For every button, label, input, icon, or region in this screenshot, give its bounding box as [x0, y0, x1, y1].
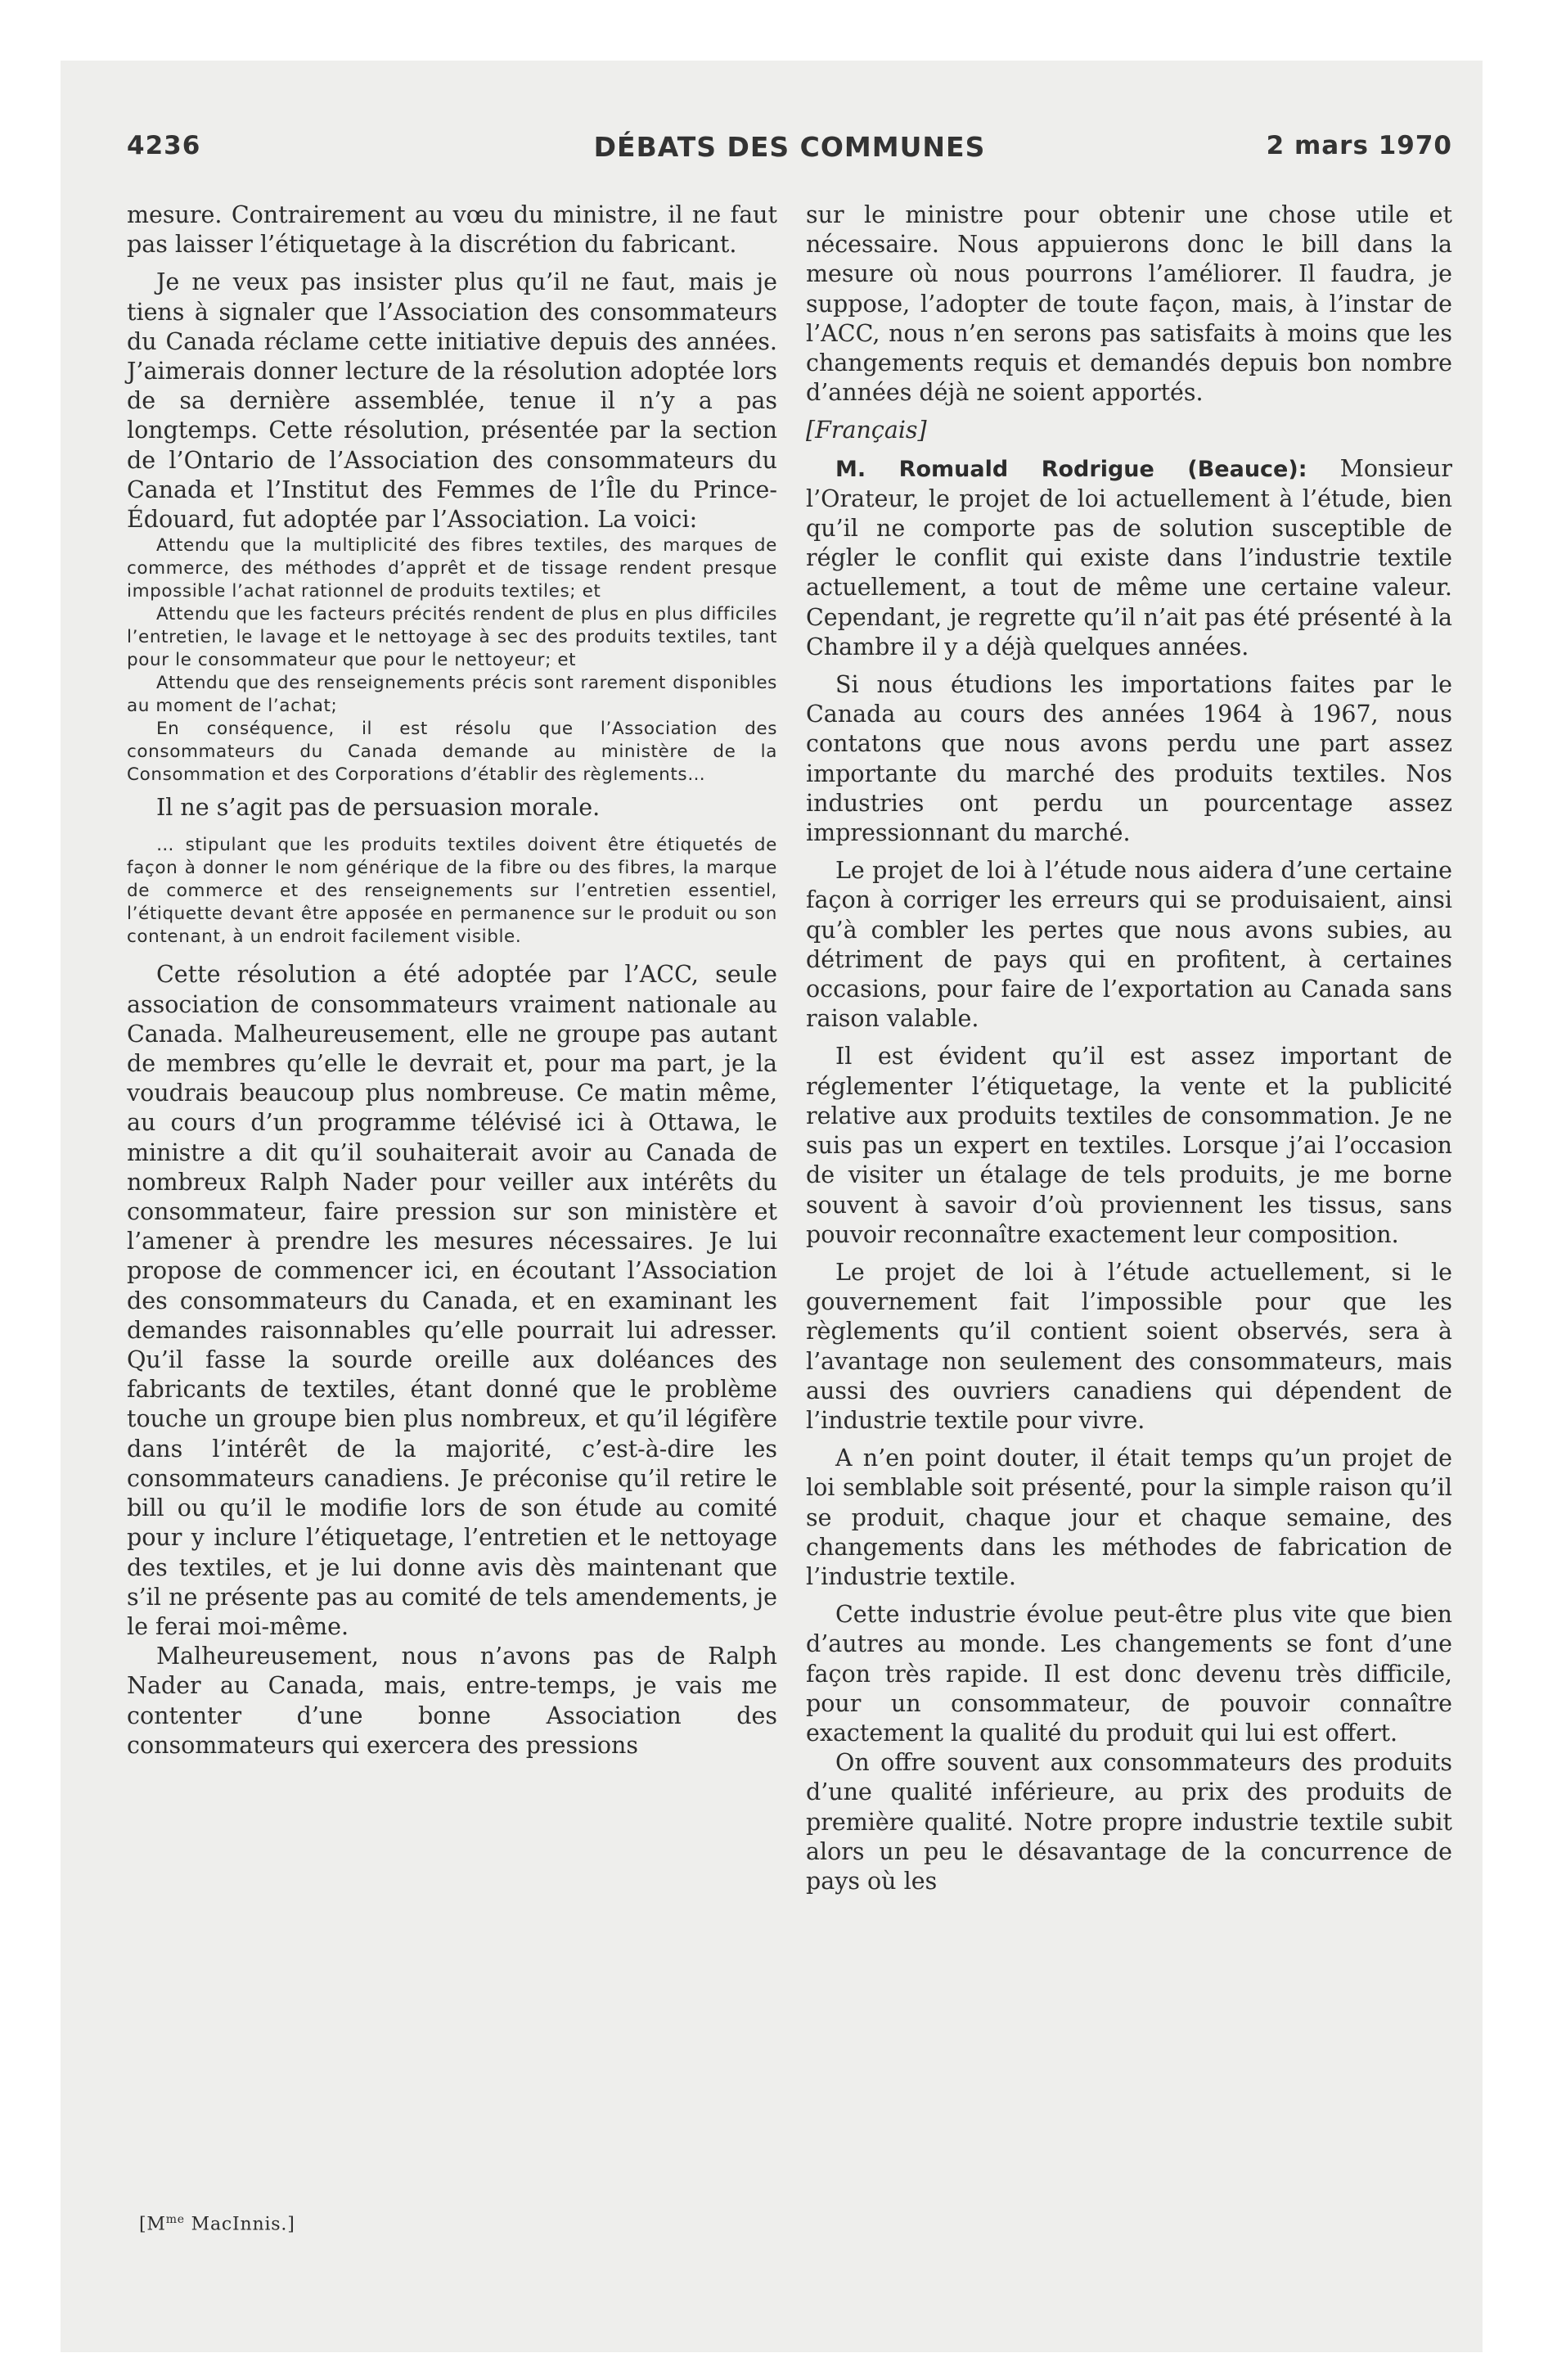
quoted-resolution-continued	[127, 834, 777, 949]
quote-paragraph: Attendu que la multiplicité des fibres textiles, des marques de commerce, des méthodes d’apprêt et de tissage rendent presque impossible l’achat rationnel de produits textiles; et	[127, 535, 777, 602]
paragraph: A n’en point douter, il était temps qu’un projet de loi semblable soit présenté, pour la simple raison qu’il se produit, chaque jour et chaque semaine, des changements dans les méthodes de fabrication de l’industrie textile.	[806, 1445, 1452, 1590]
paragraph: On offre souvent aux consommateurs des produits d’une qualité inférieure, au prix des produits de première qualité. Notre propre industrie textile subit alors un peu le désavantage de la concurrence de pays où les	[806, 1749, 1452, 1895]
quote-paragraph: En conséquence, il est résolu que l’Association des consommateurs du Canada demande au ministère de la Consommation et des Corporations d’établir des règlements…	[127, 719, 777, 786]
paragraph: Il ne s’agit pas de persuasion morale.	[156, 794, 601, 822]
quoted-resolution	[127, 534, 777, 787]
paragraph: Je ne veux pas insister plus qu’il ne faut, mais je tiens à signaler que l’Association des consommateurs du Canada réclame cette initiative depuis des années. J’aimerais donner lecture de la résolution adoptée lors de sa dernière assemblée, tenue il n’y a pas longtemps. Cette résolution, présentée par la section de l’Ontario de l’Association des consommateurs du Canada et l’Institut des Femmes de l’Île du Prince-Édouard, fut adoptée par l’Association. La voici:	[127, 268, 777, 534]
quote-paragraph: Attendu que des renseignements précis sont rarement disponibles au moment de l’achat;	[127, 673, 777, 717]
paragraph: Il est évident qu’il est assez important de réglementer l’étiquetage, la vente et la publicité relative aux produits textiles de consommation. Je ne suis pas un expert en textiles. Lorsque j’ai l’occasion de visiter un étalage de tels produits, je me borne souvent à savoir d’où proviennent les tissus, sans pouvoir reconnaître exactement leur composition.	[806, 1043, 1452, 1248]
paragraph: Malheureusement, nous n’avons pas de Ralph Nader au Canada, mais, entre-temps, je vais me contenter d’une bonne Association des consommateurs qui exercera des pressions	[127, 1643, 777, 1759]
footnote-prefix: [M	[139, 2214, 166, 2235]
paragraph: Le projet de loi à l’étude actuellement, si le gouvernement fait l’impossible pour que les règlements qu’il contient soient observés, sera à l’avantage non seulement des consommateurs, mais aussi des ouvriers canadiens qui dépendent de l’industrie textile pour vivre.	[806, 1258, 1452, 1434]
paragraph: mesure. Contrairement au vœu du ministre, il ne faut pas laisser l’étiquetage à la discrétion du fabricant.	[127, 201, 777, 259]
speaker-text: Monsieur l’Orateur, le projet de loi actuellement à l’étude, bien qu’il ne comporte pas de solution susceptible de régler le conflit qui existe dans l’industrie textile actuellement, a tout de même une certaine valeur. Cependant, je regrette qu’il n’ait pas été présenté à la Chambre il y a déjà quelques années.	[806, 454, 1453, 660]
footnote-suffix: MacInnis.]	[184, 2214, 295, 2235]
speaker-name: M. Romuald Rodrigue (Beauce):	[835, 456, 1307, 482]
paragraph: Cette résolution a été adoptée par l’ACC, seule association de consommateurs vraiment nationale au Canada. Malheureusement, elle ne groupe pas autant de membres qu’elle le devrait et, pour ma part, je la voudrais beaucoup plus nombreuse. Ce matin même, au cours d’un programme télévisé ici à Ottawa, le ministre a dit qu’il souhaiterait avoir au Canada de nombreux Ralph Nader pour veiller aux intérêts du consommateur, faire pression sur son ministère et l’amener à prendre les mesures nécessaires. Je lui propose de commencer ici, en écoutant l’Association des consommateurs du Canada, et en examinant les demandes raisonnables qu’elle pourrait lui adresser. Qu’il fasse la sourde oreille aux doléances des fabricants de textiles, étant donné que le problème touche un groupe bien plus nombreux, et qu’il légifère dans l’intérêt de la majorité, c’est-à-dire les consommateurs canadiens. Je préconise qu’il retire le bill ou qu’il le modifie lors de son étude au comité pour y inclure l’étiquetage, l’entretien et le nettoyage des textiles, et je lui donne avis dès maintenant que s’il ne présente pas au comité de tels amendements, je le ferai moi-même.	[127, 961, 777, 1640]
paragraph: Cette industrie évolue peut-être plus vite que bien d’autres au monde. Les changements se font d’une façon très rapide. Il est donc devenu très difficile, pour un consommateur, de pouvoir connaître exactement la qualité du produit qui lui est offert.	[806, 1601, 1452, 1747]
footnote-superscript: me	[165, 2213, 185, 2226]
quote-paragraph: Attendu que les facteurs précités rendent de plus en plus difficiles l’entretien, le lavage et le nettoyage à sec des produits textiles, tant pour le consommateur que pour le nettoyeur; et	[127, 604, 777, 671]
language-label: [Français]	[806, 417, 927, 444]
paragraph: Si nous étudions les importations faites par le Canada au cours des années 1964 à 1967, nous contatons que nous avons perdu une part assez importante du marché des produits textiles. Nos industries ont perdu un pourcentage assez impressionnant du marché.	[806, 671, 1452, 847]
right-column	[806, 201, 1452, 1896]
quote-paragraph: … stipulant que les produits textiles doivent être étiquetés de façon à donner le nom générique de la fibre ou des fibres, la marque de commerce et des renseignements sur l’entretien essentiel, l’étiquette devant être apposée en permanence sur le produit ou son contenant, à un endroit facilement visible.	[127, 835, 777, 948]
paragraph: Le projet de loi à l’étude nous aidera d’une certaine façon à corriger les erreurs qui se produisaient, ainsi qu’à combler les pertes que nous avons subies, au détriment de pays qui en profitent, à certaines occasions, pour faire de l’exportation au Canada sans raison valable.	[806, 857, 1452, 1033]
header-date: 2 mars 1970	[1266, 131, 1452, 160]
paragraph: sur le ministre pour obtenir une chose utile et nécessaire. Nous appuierons donc le bill dans la mesure où nous pourrons l’améliorer. Il faudra, je suppose, l’adopter de toute façon, mais, à l’instar de l’ACC, nous n’en serons pas satisfaits à moins que les changements requis et demandés depuis bon nombre d’années déjà ne soient apportés.	[806, 201, 1452, 407]
page-header	[127, 131, 1452, 172]
speaker-paragraph	[806, 454, 1452, 662]
left-column	[127, 201, 777, 1760]
speaker-footnote	[139, 2213, 295, 2234]
page-number: 4236	[127, 131, 201, 160]
running-title: DÉBATS DES COMMUNES	[593, 131, 986, 163]
